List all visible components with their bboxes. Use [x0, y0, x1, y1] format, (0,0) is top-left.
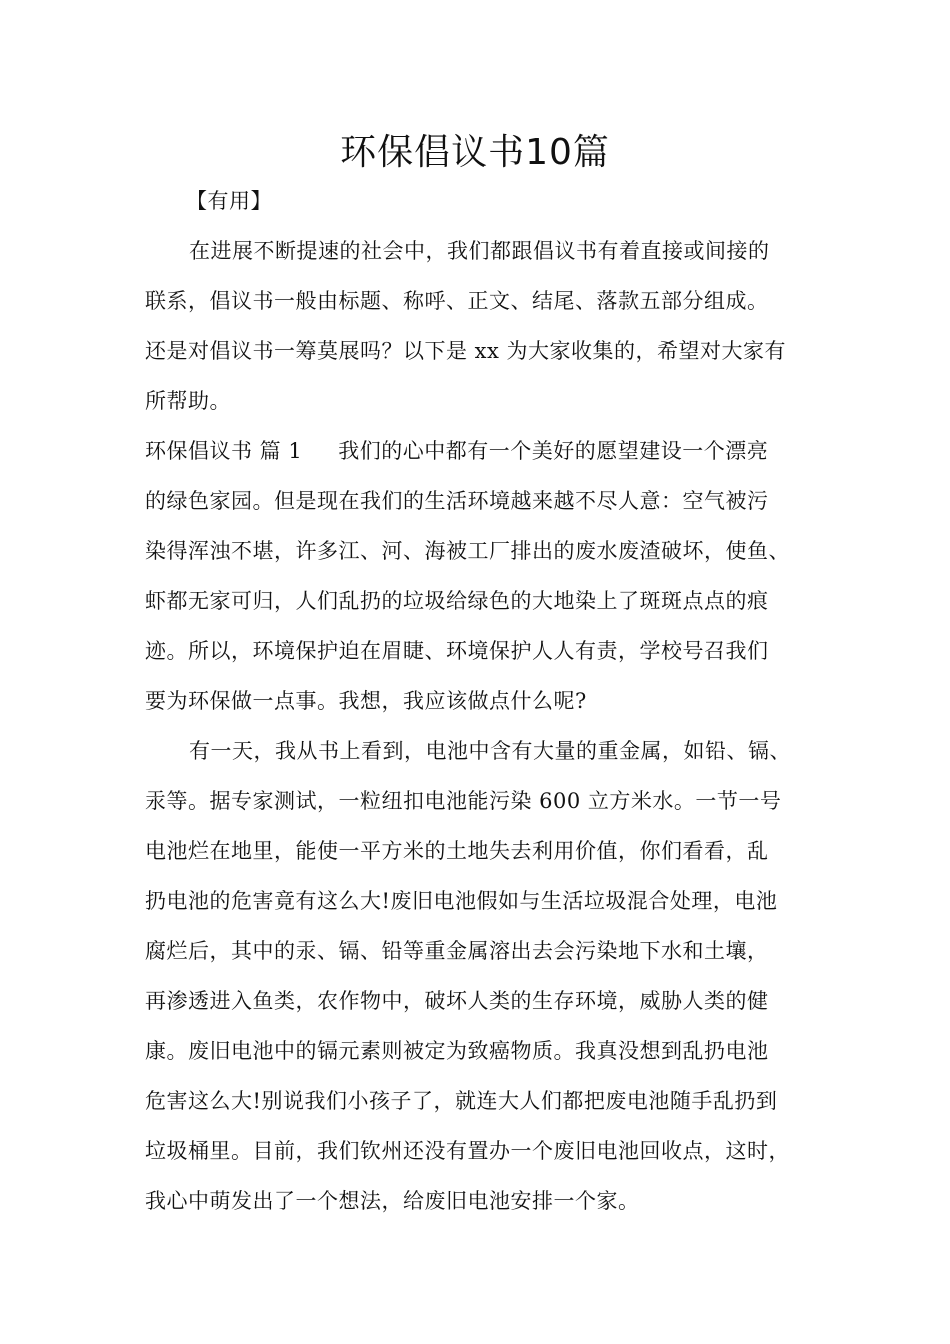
intro-line: 在进展不断提速的社会中，我们都跟倡议书有着直接或间接的 [189, 239, 770, 263]
paragraph-line: 汞等。据专家测试，一粒纽扣电池能污染 600 立方米水。一节一号 [145, 789, 782, 813]
paragraph-line: 扔电池的危害竟有这么大!废旧电池假如与生活垃圾混合处理，电池 [145, 889, 778, 913]
paragraph-line: 电池烂在地里，能使一平方米的土地失去利用价值，你们看看，乱 [145, 839, 769, 863]
section-first-line [145, 436, 835, 466]
paragraph-line: 染得浑浊不堪，许多江、河、海被工厂排出的废水废渣破坏，使鱼、 [145, 539, 790, 563]
paragraph-line: 迹。所以，环境保护迫在眉睫、环境保护人人有责，学校号召我们 [145, 639, 769, 663]
section-heading: 环保倡议书 篇 1 [145, 439, 303, 463]
paragraph-line: 我心中萌发出了一个想法，给废旧电池安排一个家。 [145, 1189, 640, 1213]
paragraph-line: 要为环保做一点事。我想，我应该做点什么呢? [145, 689, 587, 713]
document-title: 环保倡议书10篇 [340, 132, 610, 173]
paragraph-line: 康。废旧电池中的镉元素则被定为致癌物质。我真没想到乱扔电池 [145, 1039, 769, 1063]
intro-line: 联系，倡议书一般由标题、称呼、正文、结尾、落款五部分组成。 [145, 289, 769, 313]
paragraph-line: 再渗透进入鱼类，农作物中，破坏人类的生存环境，威胁人类的健 [145, 989, 769, 1013]
paragraph-line: 虾都无家可归，人们乱扔的垃圾给绿色的大地染上了斑斑点点的痕 [145, 589, 769, 613]
intro-line: 还是对倡议书一筹莫展吗？以下是 xx 为大家收集的，希望对大家有 [145, 339, 787, 363]
intro-line: 所帮助。 [145, 389, 231, 413]
document-tag: 【有用】 [186, 189, 272, 213]
paragraph-line: 的绿色家园。但是现在我们的生活环境越来越不尽人意：空气被污 [145, 489, 769, 513]
section-first-line-text: 我们的心中都有一个美好的愿望建设一个漂亮 [338, 439, 769, 463]
paragraph-line: 腐烂后，其中的汞、镉、铅等重金属溶出去会污染地下水和土壤， [145, 939, 769, 963]
paragraph-line: 有一天，我从书上看到，电池中含有大量的重金属，如铅、镉、 [189, 739, 791, 763]
paragraph-line: 危害这么大!别说我们小孩子了，就连大人们都把废电池随手乱扔到 [145, 1089, 778, 1113]
paragraph-line: 垃圾桶里。目前，我们钦州还没有置办一个废旧电池回收点，这时， [145, 1139, 790, 1163]
